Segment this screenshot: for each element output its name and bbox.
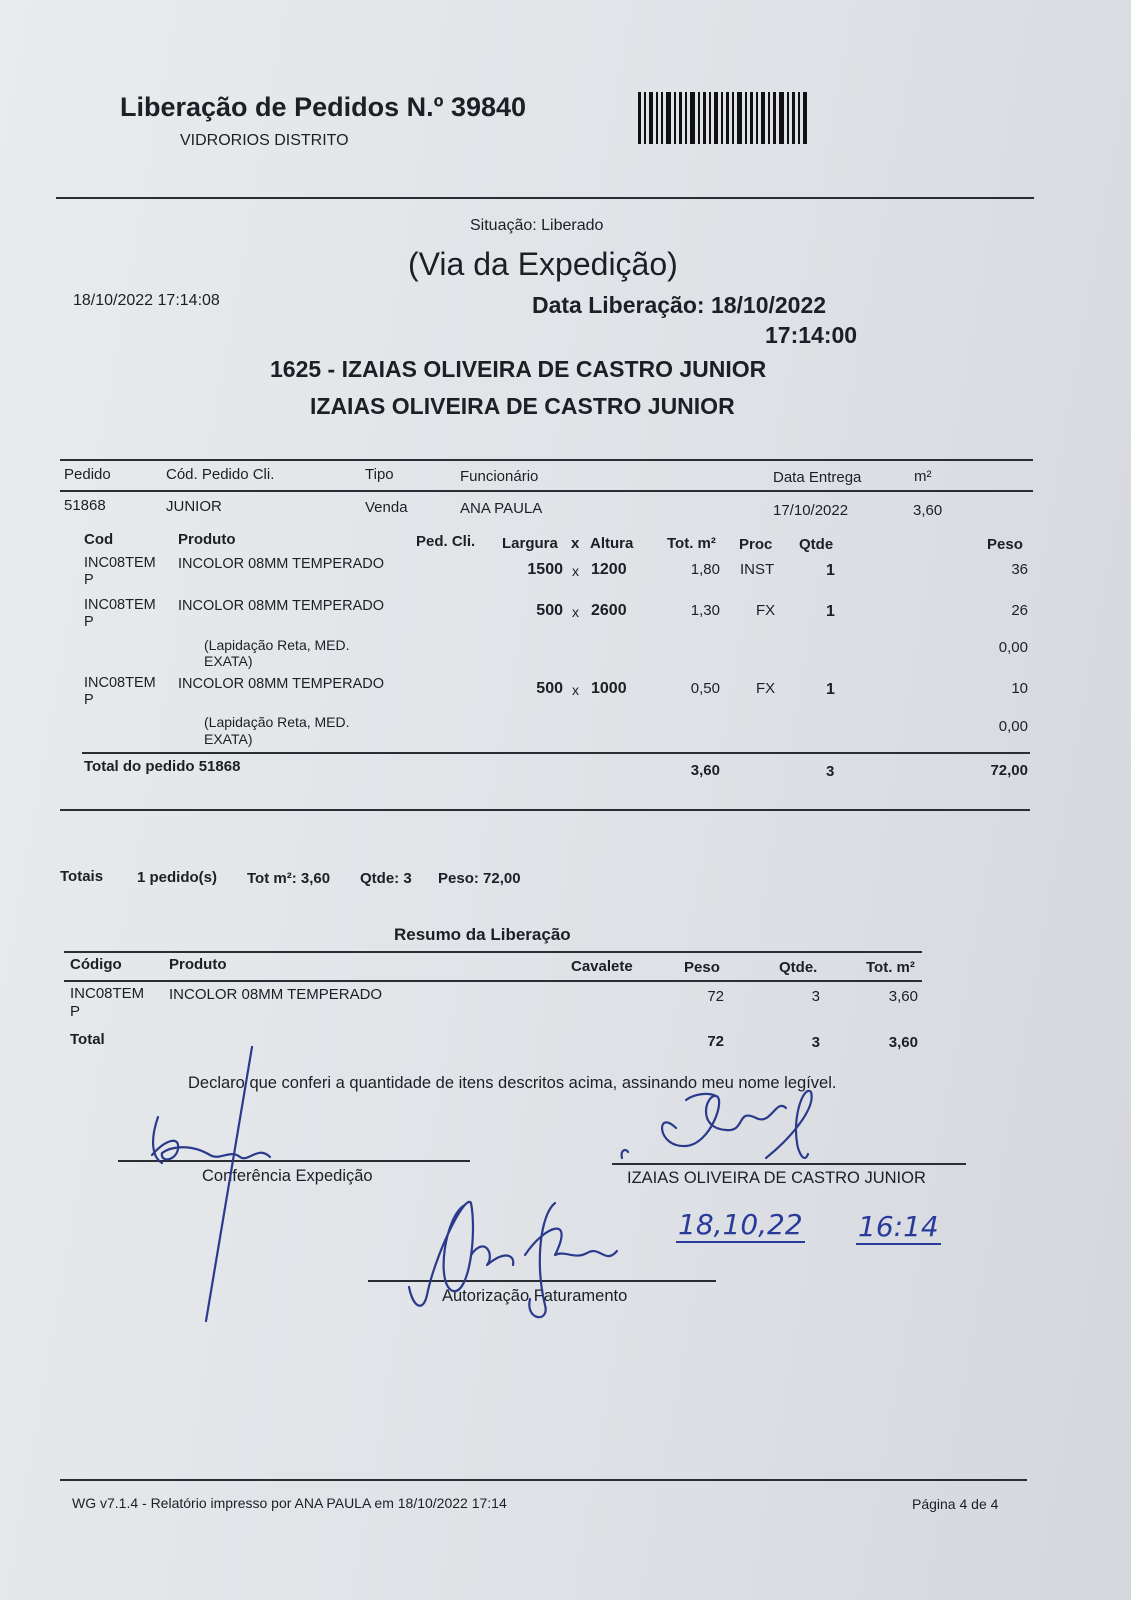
col-proc: Proc: [739, 536, 773, 553]
resumo-produto: INCOLOR 08MM TEMPERADO: [169, 986, 383, 1003]
col-qtde: Qtde: [799, 536, 834, 553]
item-cod-cont: P: [84, 614, 94, 630]
client-line-2: IZAIAS OLIVEIRA DE CASTRO JUNIOR: [310, 393, 735, 419]
data-liberacao-time: 17:14:00: [765, 322, 858, 348]
item-tot-m2: 0,50: [690, 680, 720, 697]
cliente-label: IZAIAS OLIVEIRA DE CASTRO JUNIOR: [627, 1169, 926, 1187]
col-largura: Largura: [502, 535, 558, 552]
signature-cliente: [616, 1088, 826, 1168]
totais-qtde: Qtde: 3: [360, 870, 412, 887]
item-altura: 1000: [591, 680, 627, 697]
resumo-col-cavalete: Cavalete: [571, 958, 633, 975]
item-largura: 500: [536, 602, 563, 619]
m2-value: 3,60: [913, 502, 943, 519]
col-cod-pedido-cli: Cód. Pedido Cli.: [166, 466, 275, 483]
col-pedido: Pedido: [64, 466, 111, 483]
item-note-peso: 0,00: [998, 718, 1028, 735]
item-note-cont: EXATA): [204, 653, 253, 669]
resumo-title: Resumo da Liberação: [394, 925, 571, 944]
item-altura: 1200: [591, 561, 627, 578]
funcionario: ANA PAULA: [460, 500, 543, 517]
item-qtde: 1: [826, 562, 835, 579]
resumo-col-peso: Peso: [684, 959, 720, 976]
situacao: Situação: Liberado: [470, 217, 604, 234]
declaration-text: Declaro que conferi a quantidade de itens descritos acima, assinando meu nome legível.: [188, 1074, 837, 1092]
item-x: x: [572, 604, 579, 620]
resumo-col-produto: Produto: [169, 956, 227, 973]
item-tot-m2: 1,30: [690, 602, 720, 619]
tipo: Venda: [365, 499, 408, 516]
order-block-bottom-line: [60, 809, 1030, 811]
resumo-m2: 3,60: [888, 988, 918, 1005]
col-altura: Altura: [590, 535, 634, 552]
order-total-qtde: 3: [826, 763, 835, 780]
item-peso: 10: [1011, 680, 1028, 697]
item-altura: 2600: [591, 602, 627, 619]
item-peso: 26: [1011, 602, 1028, 619]
pedido-number: 51868: [64, 497, 106, 514]
signature-autorizacao: [405, 1195, 628, 1325]
item-largura: 500: [536, 680, 563, 697]
item-note-peso: 0,00: [998, 639, 1028, 656]
item-produto: INCOLOR 08MM TEMPERADO: [178, 676, 384, 692]
col-cod: Cod: [84, 531, 114, 548]
item-tot-m2: 1,80: [690, 561, 720, 578]
resumo-top-line: [64, 951, 922, 953]
item-largura: 1500: [527, 561, 563, 578]
order-total-line: [82, 752, 1030, 754]
order-total-label: Total do pedido 51868: [84, 758, 241, 775]
client-line-1: 1625 - IZAIAS OLIVEIRA DE CASTRO JUNIOR: [270, 356, 767, 382]
company-name: VIDRORIOS DISTRITO: [180, 132, 349, 149]
col-ped-cli: Ped. Cli.: [416, 533, 476, 550]
item-proc: INST: [740, 561, 775, 578]
col-x: x: [571, 535, 580, 552]
resumo-total-qtde: 3: [811, 1034, 820, 1051]
resumo-total-label: Total: [70, 1031, 105, 1048]
header-divider: [56, 197, 1034, 199]
item-cod-cont: P: [84, 692, 94, 708]
resumo-cod-cont: P: [70, 1003, 81, 1020]
item-x: x: [572, 682, 579, 698]
col-produto: Produto: [178, 531, 236, 548]
item-note: (Lapidação Reta, MED.: [204, 714, 350, 730]
item-cod: INC08TEM: [84, 597, 156, 613]
footer-printed-by: WG v7.1.4 - Relatório impresso por ANA PAULA em 18/10/2022 17:14: [72, 1495, 507, 1511]
conferencia-label: Conferência Expedição: [202, 1167, 373, 1185]
handwritten-date: 18,10,22: [678, 1208, 803, 1241]
totais-peso: Peso: 72,00: [438, 870, 521, 887]
item-x: x: [572, 563, 579, 579]
totais-label: Totais: [60, 868, 104, 885]
handwritten-time: 16:14: [858, 1210, 939, 1243]
order-total-m2: 3,60: [690, 762, 720, 779]
signature-conferencia: [140, 1045, 290, 1325]
resumo-col-qtde: Qtde.: [779, 959, 818, 976]
totais-pedidos: 1 pedido(s): [137, 869, 218, 886]
barcode: [638, 92, 810, 144]
page-number: Página 4 de 4: [912, 1496, 999, 1512]
item-qtde: 1: [826, 681, 835, 698]
col-tot-m2: Tot. m²: [667, 535, 716, 552]
item-proc: FX: [756, 680, 776, 697]
data-liberacao: Data Liberação: 18/10/2022: [532, 292, 827, 318]
item-cod: INC08TEM: [84, 675, 156, 691]
autorizacao-label: Autorização Faturamento: [442, 1287, 628, 1305]
resumo-header-line: [64, 980, 922, 982]
col-data-entrega: Data Entrega: [773, 469, 862, 486]
item-proc: FX: [756, 602, 776, 619]
col-peso: Peso: [987, 536, 1023, 553]
item-note-cont: EXATA): [204, 731, 253, 747]
resumo-qtde: 3: [811, 988, 820, 1005]
item-cod: INC08TEM: [84, 555, 156, 571]
data-entrega: 17/10/2022: [773, 502, 849, 519]
item-cod-cont: P: [84, 572, 94, 588]
report-title: Liberação de Pedidos N.º 39840: [120, 92, 527, 122]
resumo-peso: 72: [707, 988, 724, 1005]
totais-m2: Tot m²: 3,60: [247, 870, 331, 887]
cod-pedido-cli: JUNIOR: [166, 498, 222, 515]
resumo-total-m2: 3,60: [888, 1034, 918, 1051]
order-total-peso: 72,00: [990, 762, 1028, 779]
resumo-total-peso: 72: [707, 1033, 724, 1050]
item-produto: INCOLOR 08MM TEMPERADO: [178, 556, 384, 572]
via-label: (Via da Expedição): [408, 246, 678, 282]
order-table-top-line: [60, 459, 1033, 461]
printed-at: 18/10/2022 17:14:08: [73, 292, 220, 309]
resumo-col-tot-m2: Tot. m²: [866, 959, 915, 976]
col-tipo: Tipo: [365, 466, 394, 483]
item-qtde: 1: [826, 603, 835, 620]
order-header-line: [60, 490, 1033, 492]
item-peso: 36: [1011, 561, 1028, 578]
col-m2: m²: [914, 468, 932, 485]
item-note: (Lapidação Reta, MED.: [204, 637, 350, 653]
footer-line: [60, 1479, 1027, 1481]
resumo-cod: INC08TEM: [70, 985, 145, 1002]
resumo-col-codigo: Código: [70, 956, 122, 973]
col-funcionario: Funcionário: [460, 468, 539, 485]
item-produto: INCOLOR 08MM TEMPERADO: [178, 598, 384, 614]
